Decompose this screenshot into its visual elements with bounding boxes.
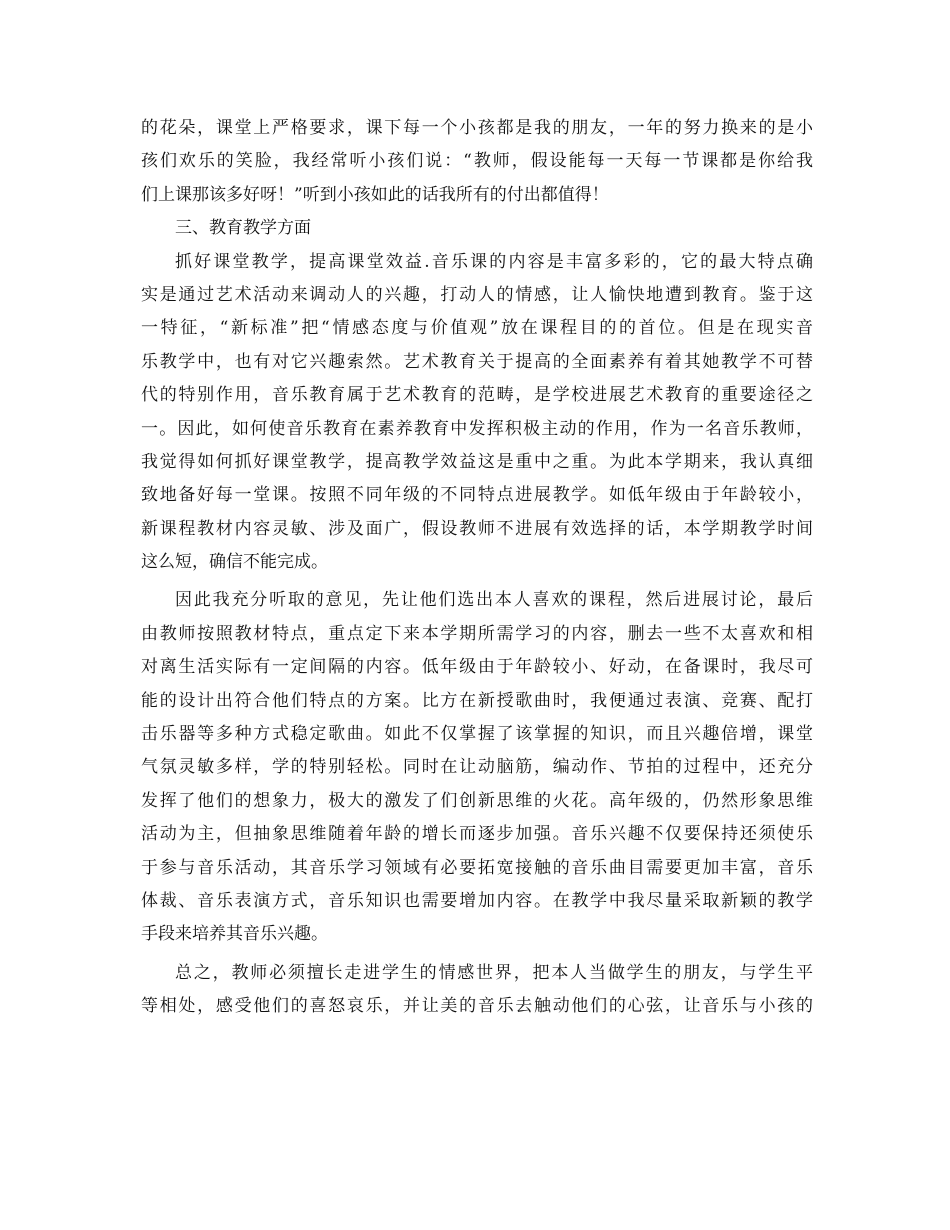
section-heading <box>141 212 813 245</box>
document-page <box>141 112 813 1024</box>
text-line: 这么短，确信不能完成。 <box>141 552 328 573</box>
text-line: 于参与音乐活动，其音乐学习领域有必要拓宽接触的音乐曲目需要更加丰富，音乐 <box>141 857 813 878</box>
text-line: 抓好课堂教学，提高课堂效益.音乐课的内容是丰富多彩的，它的最大特点确 <box>175 251 813 272</box>
text-line: 因此我充分听取的意见，先让他们选出本人喜欢的课程，然后进展讨论，最后 <box>175 590 813 611</box>
text-line: 发挥了他们的想象力，极大的激发了们创新思维的火花。高年级的，仍然形象思维 <box>141 790 813 811</box>
text-line: 新课程教材内容灵敏、涉及面广，假设教师不进展有效选择的话，本学期教学时间 <box>141 518 813 539</box>
text-line: 对离生活实际有一定间隔的内容。低年级由于年龄较小、好动，在备课时，我尽可 <box>141 657 813 678</box>
text-line: 我觉得如何抓好课堂教学，提高教学效益这是重中之重。为此本学期来，我认真细 <box>141 451 813 472</box>
text-line: 们上课那该多好呀！”听到小孩如此的话我所有的付出都值得！ <box>141 184 609 205</box>
text-line: 孩们欢乐的笑脸，我经常听小孩们说：“教师，假设能每一天每一节课都是你给我 <box>141 151 813 172</box>
text-line: 代的特别作用，音乐教育属于艺术教育的范畴，是学校进展艺术教育的重要途径之 <box>141 385 813 406</box>
text-line: 等相处，感受他们的喜怒哀乐，并让美的音乐去触动他们的心弦，让音乐与小孩的 <box>141 996 813 1017</box>
text-line: 一。因此，如何使音乐教育在素养教育中发挥积极主动的作用，作为一名音乐教师， <box>141 418 813 439</box>
text-line: 能的设计出符合他们特点的方案。比方在新授歌曲时，我便通过表演、竞赛、配打 <box>141 690 813 711</box>
text-line: 击乐器等多种方式稳定歌曲。如此不仅掌握了该掌握的知识，而且兴趣倍增，课堂 <box>141 724 813 745</box>
paragraph-1 <box>141 112 813 212</box>
text-line: 总之，教师必须擅长走进学生的情感世界，把本人当做学生的朋友，与学生平 <box>175 962 813 983</box>
text-line: 的花朵，课堂上严格要求，课下每一个小孩都是我的朋友，一年的努力换来的是小 <box>141 118 813 138</box>
paragraph-4 <box>141 584 813 951</box>
text-line: 气氛灵敏多样，学的特别轻松。同时在让动脑筋，编动作、节拍的过程中，还充分 <box>141 757 813 778</box>
text-line: 实是通过艺术活动来调动人的兴趣，打动人的情感，让人愉快地遭到教育。鉴于这 <box>141 284 813 305</box>
text-line: 由教师按照教材特点，重点定下来本学期所需学习的内容，删去一些不太喜欢和相 <box>141 623 813 644</box>
paragraph-5 <box>141 957 813 1024</box>
heading-text: 三、教育教学方面 <box>175 218 311 239</box>
text-line: 手段来培养其音乐兴趣。 <box>141 924 328 945</box>
text-line: 乐教学中，也有对它兴趣索然。艺术教育关于提高的全面素养有着其她教学不可替 <box>141 351 813 372</box>
text-line: 致地备好每一堂课。按照不同年级的不同特点进展教学。如低年级由于年龄较小， <box>141 485 813 506</box>
text-line: 活动为主，但抽象思维随着年龄的增长而逐步加强。音乐兴趣不仅要保持还须使乐 <box>141 824 813 845</box>
paragraph-3 <box>141 246 813 580</box>
text-line: 体裁、音乐表演方式，音乐知识也需要增加内容。在教学中我尽量采取新颖的教学 <box>141 890 813 911</box>
text-line: 一特征，“新标准”把“情感态度与价值观”放在课程目的的首位。但是在现实音 <box>141 318 813 339</box>
